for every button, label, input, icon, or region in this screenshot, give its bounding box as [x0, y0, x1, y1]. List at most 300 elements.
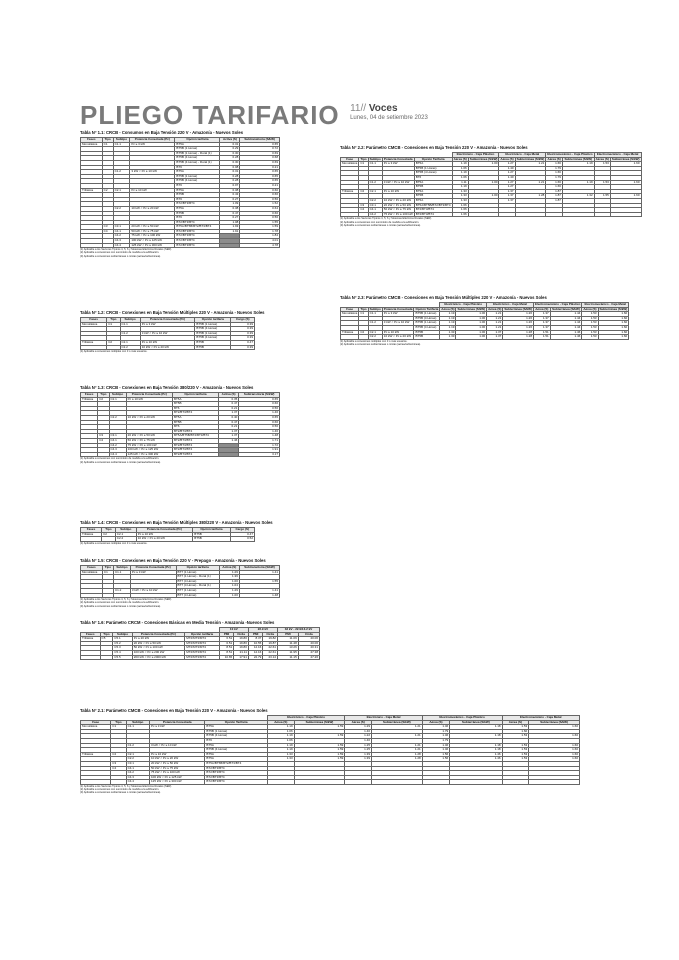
table-cell: 1.19: [440, 316, 456, 321]
column-header: Subtipo: [113, 138, 130, 143]
table-cell: 1.46: [450, 757, 502, 762]
table-cell: 1.78: [240, 229, 280, 234]
table-cell: 75 kW < Pc ≤ 100 kW: [149, 771, 204, 776]
table-cell: 100 kW < Pc ≤ 125 kW: [149, 775, 204, 780]
table-cell: 3 kW < Pc ≤ 10 kW: [382, 321, 414, 326]
column-header: Potencia Conectada (Pc): [132, 632, 184, 637]
table-cell: 3 kW < Pc ≤ 10 kW: [130, 170, 175, 175]
group-header: Electromecánico - Caja Metal: [594, 153, 641, 158]
column-header: Potencia Conectada (Pc): [130, 566, 176, 571]
table-cell: 1.60: [598, 316, 629, 321]
table-cell: 0.27: [220, 216, 240, 221]
column-header: Tipo: [102, 528, 116, 533]
table-cell: 1.37: [499, 194, 515, 199]
table-cell: BT6: [175, 183, 220, 188]
table-cell: 1.59: [294, 743, 345, 748]
table-cell: 1.53: [502, 752, 529, 757]
table-cell: 8.37: [248, 637, 262, 642]
table-cell: 1.53: [502, 748, 529, 753]
column-header: Opción tarifaria: [176, 566, 219, 571]
table-cell: 1.37: [499, 189, 515, 194]
table-cell: 1.52: [240, 202, 280, 207]
table-cell: C1.2: [113, 170, 130, 175]
table-cell: C5.4: [113, 650, 132, 655]
table-cell: [113, 593, 130, 598]
table-cell: BT5B (1 Horas): [414, 321, 440, 326]
table-cell: Pc ≤ 3 kW: [382, 162, 414, 167]
table-cell: BT5A: [205, 752, 268, 757]
table-cell: BT5B: [414, 335, 440, 340]
table-cell: 1.36: [219, 575, 239, 580]
table-cell: 8.51: [219, 646, 233, 651]
table-cell: 0.21: [240, 165, 280, 170]
column-header: Subterránea (S/kW): [516, 156, 545, 161]
table-cell: Monofásica: [81, 322, 107, 327]
table-cell: BT6: [175, 165, 220, 170]
table-cell: C4.4: [113, 243, 130, 248]
table-cell: 13.26: [277, 646, 298, 651]
column-header: Tipo: [100, 632, 113, 637]
table-cell: BT5A: [205, 757, 268, 762]
column-header: Subterránea (S/kW): [552, 306, 580, 311]
table-cell: 1.59: [294, 752, 345, 757]
table-cell: 0.39: [231, 345, 255, 350]
column-header: Subterránea (S/kW): [294, 720, 345, 725]
table-cell: 1.79: [546, 175, 563, 180]
column-header: Activa (S): [218, 393, 238, 398]
table-cell: 1.37: [487, 335, 503, 340]
table-cell: BT5B (4 Horas): [414, 316, 440, 321]
table-cell: Trifásica: [81, 188, 103, 193]
column-header: Cirda: [234, 632, 249, 637]
table-note: (2) Aplicable a conexiones con suministro de medida a la edificación.: [80, 601, 160, 605]
table-cell: 0.21: [218, 425, 238, 430]
table-cell: MT2/MT3/MT4: [185, 646, 220, 651]
table-cell: 11.15: [277, 655, 298, 660]
table-cell: MT2/MT3/MT4: [185, 637, 220, 642]
table-cell: BT2/BT3/BT4: [172, 411, 218, 416]
table-cell: 3 kW < Pc ≤ 10 kW: [130, 588, 176, 593]
table-cell: 1.37: [487, 330, 503, 335]
table-caption: Tabla N° 1.2: CRCB - Conexiones en Baja Tensión Múltiples 220 V - Amazonía - Nuevos Soles: [80, 310, 265, 315]
table-cell: [502, 780, 529, 785]
table-cell: 1.28: [503, 335, 534, 340]
table-cell: C2.1: [368, 330, 382, 335]
table-cell: 1.53: [582, 335, 598, 340]
table-cell: 1.40: [345, 729, 372, 734]
table-cell: BT2/BT3/BT4: [175, 229, 220, 234]
table-cell: 3 kW < Pc ≤ 10 kW: [149, 743, 204, 748]
data-table: [80, 715, 580, 785]
table-cell: 19.80: [234, 641, 249, 646]
table-cell: MT2/MT3/MT4: [185, 641, 220, 646]
table-cell: BT6: [414, 175, 452, 180]
table-cell: 0.28: [220, 174, 240, 179]
table-row: [81, 593, 280, 598]
column-header: Tipo: [98, 393, 109, 398]
group-header: 10 kV: [219, 628, 248, 633]
table-cell: 1.59: [294, 725, 345, 730]
table-cell: 0.38: [220, 206, 240, 211]
table-cell: Pc ≤ 10 kW: [149, 752, 204, 757]
column-header: Subtransitoria (S/kW): [239, 566, 279, 571]
group-header: Electromecánico - Caja Metal: [582, 303, 629, 308]
table-cell: [81, 593, 103, 598]
table-cell: 1.60: [610, 162, 641, 167]
table-cell: 1.44: [550, 321, 582, 326]
table-cell: 1.55: [239, 579, 279, 584]
table-cell: 20.31: [298, 646, 319, 651]
column-header: Subterránea (S/kW): [529, 720, 580, 725]
table-cell: 19.80: [234, 646, 249, 651]
table-cell: 0.21: [240, 183, 280, 188]
table-note: (3) Aplicable a conexiones subterráneas o mixtas (aérea/subterránea).: [80, 791, 161, 795]
table-cell: 1.28: [503, 330, 534, 335]
table-cell: 0.64: [240, 206, 280, 211]
table-cell: C2.2: [120, 345, 140, 350]
table-cell: C2: [102, 532, 116, 537]
table-cell: 19.82: [263, 637, 278, 642]
table-1-5-block: [80, 558, 280, 608]
table-cell: 0.52: [230, 537, 254, 542]
group-header: Electromecánico - Caja Metal: [502, 716, 579, 721]
table-cell: 0.66: [240, 193, 280, 198]
table-cell: 1.60: [529, 725, 580, 730]
column-header: Subterránea (S/kW): [564, 156, 593, 161]
group-header: Electrónico - Caja Metal: [487, 303, 534, 308]
table-cell: C4: [111, 766, 126, 771]
column-header: Aérea (S): [595, 156, 609, 161]
table-cell: BT5A: [414, 198, 452, 203]
column-header: Aérea (S): [441, 306, 455, 311]
table-cell: BT2/BT3/BT4: [172, 443, 218, 448]
table-caption: Tabla N° 2.1: Parámetro CMCB - Conexiones en Baja Tensión 220 V - Amazonía - Nuevos Soles: [80, 708, 268, 713]
column-header: Opción tarifaria: [185, 632, 220, 637]
table-cell: 10 kW < Pc ≤ 20 kW: [126, 415, 172, 420]
table-cell: C2.1: [109, 397, 126, 402]
table-cell: BT6: [172, 425, 218, 430]
table-cell: 1.44: [550, 312, 582, 317]
column-header: PMI: [219, 632, 233, 637]
table-cell: 1.56: [422, 752, 450, 757]
table-cell: C4.1: [109, 438, 126, 443]
table-cell: C3: [102, 225, 113, 230]
table-cell: Pc ≤ 3 kW: [140, 322, 195, 327]
table-cell: 0.66: [239, 402, 280, 407]
table-cell: 1.53: [582, 325, 598, 330]
table-cell: C4: [102, 229, 113, 234]
table-cell: Trifásica: [81, 532, 102, 537]
table-cell: C2: [102, 188, 113, 193]
table-cell: 1.53: [582, 312, 598, 317]
table-cell: BT7 (1 Horas) - Rural (1): [176, 575, 219, 580]
table-cell: BT5B: [195, 345, 231, 350]
table-cell: BT7 (4 Horas) - Rural (1): [176, 584, 219, 589]
column-header: Potencia Conectada: [149, 720, 204, 725]
table-cell: 23.14: [263, 655, 278, 660]
group-header: Electrónico - Caja Plástico: [440, 303, 487, 308]
table-cell: 1.46: [422, 743, 450, 748]
column-header: Subtipo: [109, 393, 126, 398]
table-cell: 0.60: [240, 188, 280, 193]
table-cell: C2.1: [368, 189, 382, 194]
table-cell: 1.33: [440, 335, 456, 340]
table-cell: 8.51: [219, 650, 233, 655]
column-header: Activa (S): [219, 566, 239, 571]
table-cell: Pc ≤ 10 kW: [382, 189, 414, 194]
table-cell: [111, 780, 126, 785]
table-cell: 1.19: [267, 748, 294, 753]
table-cell: 19.87: [263, 641, 278, 646]
column-header: Fases: [81, 393, 98, 398]
table-note: (1) Aplicable a conexiones múltiples con 3 o más usuarios.: [80, 350, 148, 354]
table-cell: [372, 780, 423, 785]
table-note: (2) Aplicable a conexiones con suministro de medida a la edificación.: [340, 220, 420, 224]
table-cell: C4.2: [126, 771, 149, 776]
table-cell: C2.2: [115, 537, 136, 542]
table-cell: 10 kW < Pc ≤ 20 kW: [130, 206, 175, 211]
table-cell: 1.26: [503, 312, 534, 317]
table-cell: 1.32: [562, 194, 594, 199]
table-cell: BT2/BT3/BT4: [175, 243, 220, 248]
table-cell: 1.59: [294, 748, 345, 753]
table-cell: 1.66: [452, 203, 468, 208]
table-cell: 0.56: [239, 425, 280, 430]
table-cell: 1.06: [267, 729, 294, 734]
table-note: (1) Aplicable a los Sectores Típicos 4, 5, 6 y Sistemas Eléctricos Rurales (SER).: [80, 598, 172, 602]
table-cell: 0.07: [220, 183, 240, 188]
table-note: (2) Aplicable a conexiones con suministro de medida a la edificación.: [80, 251, 160, 255]
table-cell: 50 kW < Pc ≤ 75 kW: [130, 229, 175, 234]
table-cell: 20.06: [298, 637, 319, 642]
table-cell: 10.55: [248, 641, 262, 646]
table-1-6-block: [80, 620, 320, 660]
table-cell: 1.19: [440, 325, 456, 330]
table-cell: 10 kW < Pc ≤ 20 kW: [382, 335, 414, 340]
table-cell: 1.46: [239, 411, 280, 416]
column-header: Fase: [341, 307, 359, 312]
column-header: Opción Tarifaria: [415, 306, 439, 311]
table-cell: 1.06: [452, 166, 468, 171]
table-2-1-block: [80, 708, 580, 795]
table-caption: Tabla N° 1.5: CRCB - Conexiones en Baja Tensión 220 V - Prepago - Amazonía - Nuevos Soles: [80, 558, 266, 563]
table-cell: [81, 345, 107, 350]
table-cell: BT7 (4 Horas): [176, 593, 219, 598]
column-header: Potencia Conectada (Pc): [140, 318, 195, 323]
column-header: Opción tarifaria: [193, 528, 230, 533]
table-cell: 17.91: [234, 655, 249, 660]
table-cell: MT2/MT3/MT4: [185, 655, 220, 660]
table-cell: C5.2: [113, 641, 132, 646]
table-cell: 0.31: [220, 170, 240, 175]
table-cell: BT5A/BT5B/BT2/BT3/BT4: [415, 202, 451, 207]
table-cell: 0.30: [220, 151, 240, 156]
table-cell: [529, 780, 580, 785]
table-cell: 1.27: [499, 162, 515, 167]
page-header: [80, 100, 428, 131]
table-cell: C1.1: [113, 570, 130, 575]
table-cell: 1.53: [502, 734, 529, 739]
table-cell: C2.2: [368, 335, 382, 340]
table-cell: BT5B (1 Horas): [175, 147, 220, 152]
table-cell: 1.66: [452, 208, 468, 213]
table-cell: 0.30: [220, 160, 240, 165]
group-header: Electromecánico - Caja Plástico: [547, 152, 593, 156]
table-cell: [499, 212, 515, 217]
table-cell: BT5B (1 Horas): [195, 322, 231, 327]
table-cell: BT6: [172, 406, 218, 411]
table-cell: C3: [98, 434, 109, 439]
table-cell: C3: [111, 761, 126, 766]
table-cell: 1.59: [240, 225, 280, 230]
table-cell: 19.80: [234, 637, 249, 642]
table-cell: [102, 593, 113, 598]
table-cell: C1: [102, 570, 113, 575]
table-cell: 20 kW < Pc ≤ 50 kW: [149, 761, 204, 766]
data-table: [80, 392, 280, 457]
table-cell: 50 kW < Pc ≤ 75 kW: [149, 766, 204, 771]
table-cell: C2.1: [113, 188, 130, 193]
table-cell: 1.60: [529, 734, 580, 739]
data-table: [340, 302, 629, 340]
table-cell: Pc ≤ 3 kW: [130, 142, 175, 147]
table-cell: Pc ≤ 10 kW: [140, 340, 195, 345]
table-cell: C1.2: [368, 321, 382, 326]
table-cell: C4.1: [126, 766, 149, 771]
table-cell: BT2/BT3/BT4: [414, 212, 452, 217]
table-cell: BT5A/BT5B/BT2/BT3/BT4: [205, 761, 268, 766]
column-header: Aérea (S): [502, 720, 529, 725]
table-cell: 1.66: [546, 162, 563, 167]
table-cell: BT5B: [414, 185, 452, 190]
group-header: Electrónico - Caja Metal: [345, 716, 422, 721]
table-cell: [220, 243, 240, 248]
column-header: Potencia Conectada (Pc): [130, 138, 175, 143]
table-2-3-block: [340, 295, 629, 346]
column-header: Fases: [81, 632, 101, 637]
table-cell: BT2/BT3/BT4: [175, 220, 220, 225]
group-header: Electromecánico - Caja Plástico: [422, 716, 502, 721]
column-header: Subterránea (S/kW): [469, 156, 498, 161]
table-cell: 1.33: [452, 189, 468, 194]
table-cell: 1.91: [239, 448, 280, 453]
table-cell: 0.65: [240, 142, 280, 147]
table-cell: C3.1: [109, 434, 126, 439]
table-cell: 75 kW < Pc ≤ 100 kW: [383, 211, 413, 216]
column-header: Aérea (S): [500, 156, 514, 161]
table-cell: C2.1: [120, 340, 140, 345]
table-cell: 0.43: [220, 193, 240, 198]
table-cell: 1.19: [440, 321, 456, 326]
table-cell: 1.00: [456, 330, 487, 335]
column-header: Activa (S): [220, 138, 240, 143]
table-cell: 0.28: [220, 156, 240, 161]
table-cell: 1.21: [487, 312, 503, 317]
table-cell: 1.51: [534, 335, 551, 340]
table-cell: 1.79: [422, 729, 450, 734]
table-cell: BT5B (4 Horas): [205, 748, 268, 753]
table-cell: BT5B: [172, 402, 218, 407]
table-caption: Tabla N° 1.6: Parámetro CRCM - Conexiones Básicas en Media Tensión - Amazonía -Nuevos Soles: [80, 620, 275, 625]
table-cell: BT2/BT3/BT4: [205, 780, 268, 785]
column-header: Subterránea (S/kW): [450, 720, 502, 725]
table-cell: 1.28: [372, 757, 423, 762]
table-cell: 1.60: [598, 335, 629, 340]
table-cell: 10.65: [219, 655, 233, 660]
table-cell: 1.33: [267, 752, 294, 757]
table-cell: C2.2: [368, 198, 382, 203]
table-caption: Tabla N° 2.3: Parámetro CMCB - Conexiones en Baja Tensión Múltiples 220 V - Amazonía - Nuevos Soles: [340, 295, 547, 300]
group-header: 22.9 kV: [248, 628, 277, 633]
table-cell: 1.19: [562, 180, 594, 185]
table-cell: 0.56: [240, 197, 280, 202]
table-note: (3) Aplicable a conexiones subterráneas o mixtas (aérea/subterránea).: [80, 254, 161, 258]
table-cell: [610, 212, 641, 217]
column-header: Subtipo: [369, 156, 381, 161]
table-cell: BT2/BT3/BT4: [205, 771, 268, 776]
table-cell: 0.69: [240, 151, 280, 156]
table-cell: 1.66: [546, 171, 563, 176]
column-header: Subtipo: [120, 318, 140, 323]
table-cell: BT5A: [172, 397, 218, 402]
table-cell: 1.41: [239, 570, 279, 575]
table-cell: Trifásica: [81, 752, 111, 757]
column-header: Aérea (S): [535, 306, 549, 311]
table-cell: C1.2: [113, 588, 130, 593]
group-header: Electrónico - Caja Plástico: [267, 716, 344, 721]
table-cell: 1.19: [452, 171, 468, 176]
table-cell: 0.65: [239, 397, 280, 402]
table-cell: 1.37: [534, 312, 551, 317]
table-cell: 1.87: [546, 189, 563, 194]
table-cell: C2: [111, 752, 126, 757]
table-cell: 1.21: [372, 734, 423, 739]
table-cell: 1.60: [598, 312, 629, 317]
column-header: Subterránea (S/kW): [372, 720, 423, 725]
table-cell: BT7 (1 Horas): [176, 588, 219, 593]
table-cell: 0.47: [231, 340, 255, 345]
table-cell: BT5B (4 Horas): [175, 156, 220, 161]
table-cell: C4.3: [109, 448, 126, 453]
column-header: Tipo: [360, 156, 367, 161]
table-cell: 1.00: [468, 194, 499, 199]
table-cell: Pc ≤ 10 kW: [136, 532, 193, 537]
table-cell: 50 kW < Pc ≤ 75 kW: [382, 208, 414, 213]
column-header: Subtipo: [115, 528, 136, 533]
table-cell: [107, 345, 120, 350]
table-cell: 0.29: [220, 147, 240, 152]
table-cell: [130, 593, 176, 598]
table-cell: 1.56: [422, 757, 450, 762]
table-cell: 1.21: [487, 325, 503, 330]
table-cell: 0.39: [231, 327, 255, 332]
table-cell: 21.11: [234, 650, 249, 655]
table-cell: BT5B: [195, 340, 231, 345]
table-cell: 20 kW < Pc ≤ 50 kW: [126, 434, 172, 439]
table-cell: Monofásica: [342, 161, 358, 166]
table-note: (1) Aplicable a los Sectores Típicos 4, 5, 6 y Sistemas Eléctricos Rurales (SER).: [340, 217, 432, 221]
table-cell: C4.3: [126, 775, 149, 780]
table-cell: Monofásica: [81, 570, 103, 575]
table-cell: BT5A: [205, 743, 268, 748]
table-cell: 1.53: [582, 316, 598, 321]
table-cell: 1.71: [239, 438, 280, 443]
table-cell: C5.1: [113, 637, 132, 642]
table-cell: BT5A: [205, 725, 268, 730]
column-header: Tipo: [107, 318, 120, 323]
table-cell: BT5B (4 Horas): [195, 327, 231, 332]
table-cell: 125 kW < Pc ≤ 300 kW: [126, 452, 172, 457]
